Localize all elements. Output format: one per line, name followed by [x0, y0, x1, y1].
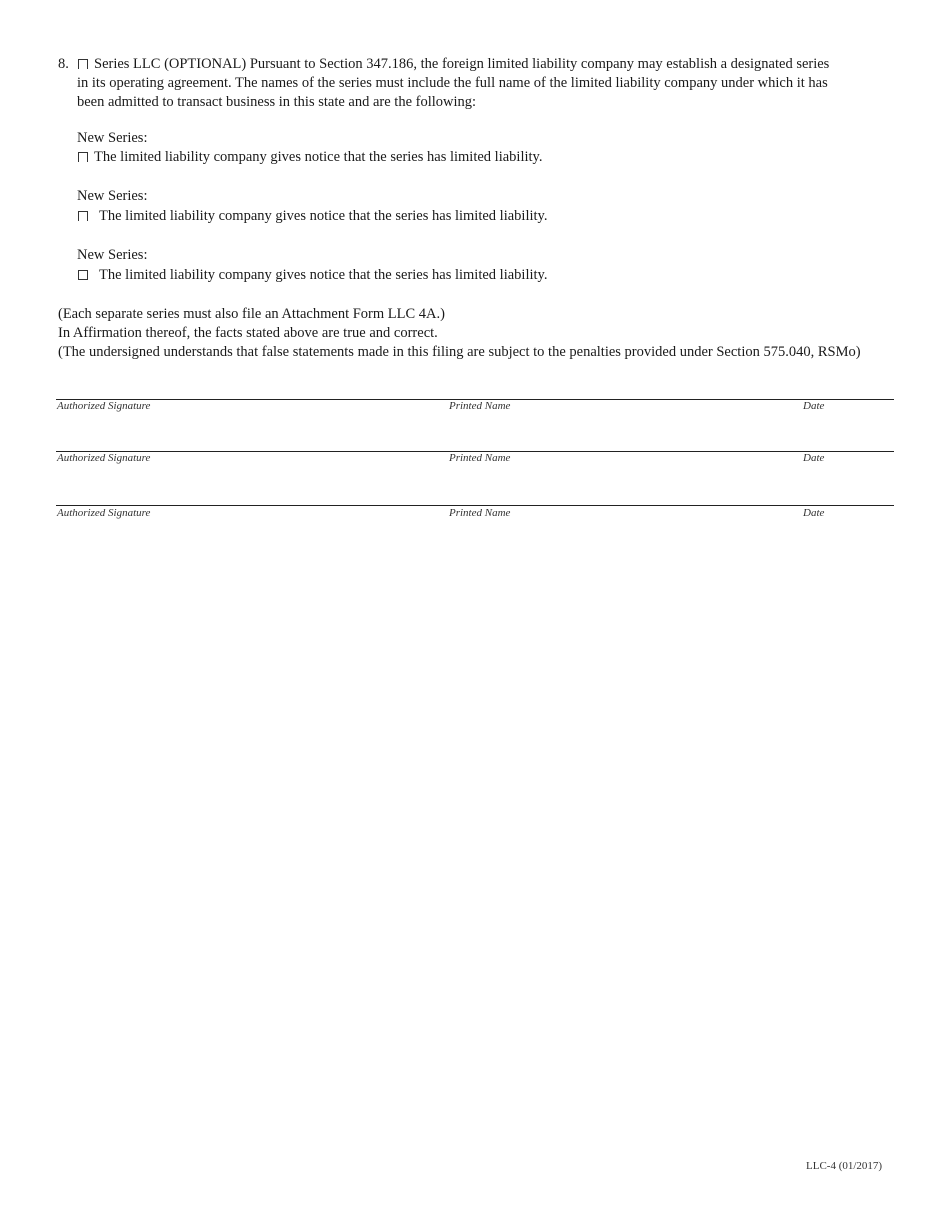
new-series-label: New Series: — [77, 188, 148, 204]
authorized-signature-label: Authorized Signature — [57, 452, 151, 464]
series-2-liability-checkbox[interactable] — [78, 211, 88, 221]
item-8-line-1: Series LLC (OPTIONAL) Pursuant to Section 347.186, the foreign limited liability company may establish a designated series — [94, 56, 830, 72]
printed-name-label: Printed Name — [449, 452, 511, 464]
item-8-line-2: in its operating agreement. The names of the series must include the full name of the limited liability company under which it has — [77, 75, 828, 91]
date-label: Date — [803, 452, 825, 464]
date-label: Date — [803, 400, 825, 412]
series-1-liability-checkbox[interactable] — [78, 152, 88, 162]
item-8-line-3: been admitted to transact business in this state and are the following: — [77, 94, 477, 110]
authorized-signature-label: Authorized Signature — [57, 507, 151, 519]
authorized-signature-label: Authorized Signature — [57, 400, 151, 412]
penalty-statement: (The undersigned understands that false statements made in this filing are subject to the penalties provided under Section 575.040, RSMo) — [58, 344, 861, 360]
printed-name-label: Printed Name — [449, 400, 511, 412]
series-3-notice: The limited liability company gives notice that the series has limited liability. — [99, 267, 548, 283]
attachment-note: (Each separate series must also file an Attachment Form LLC 4A.) — [58, 306, 445, 322]
series-3-liability-checkbox[interactable] — [78, 270, 88, 280]
series-llc-checkbox[interactable] — [78, 59, 88, 69]
affirmation-statement: In Affirmation thereof, the facts stated above are true and correct. — [58, 325, 438, 341]
form-id-footer: LLC-4 (01/2017) — [806, 1160, 883, 1172]
new-series-label: New Series: — [77, 247, 148, 263]
signature-line-3[interactable] — [56, 505, 894, 506]
series-2-notice: The limited liability company gives notice that the series has limited liability. — [99, 208, 548, 224]
printed-name-label: Printed Name — [449, 507, 511, 519]
item-8-number: 8. — [58, 56, 69, 72]
series-1-notice: The limited liability company gives notice that the series has limited liability. — [94, 149, 543, 165]
new-series-label: New Series: — [77, 130, 148, 146]
date-label: Date — [803, 507, 825, 519]
